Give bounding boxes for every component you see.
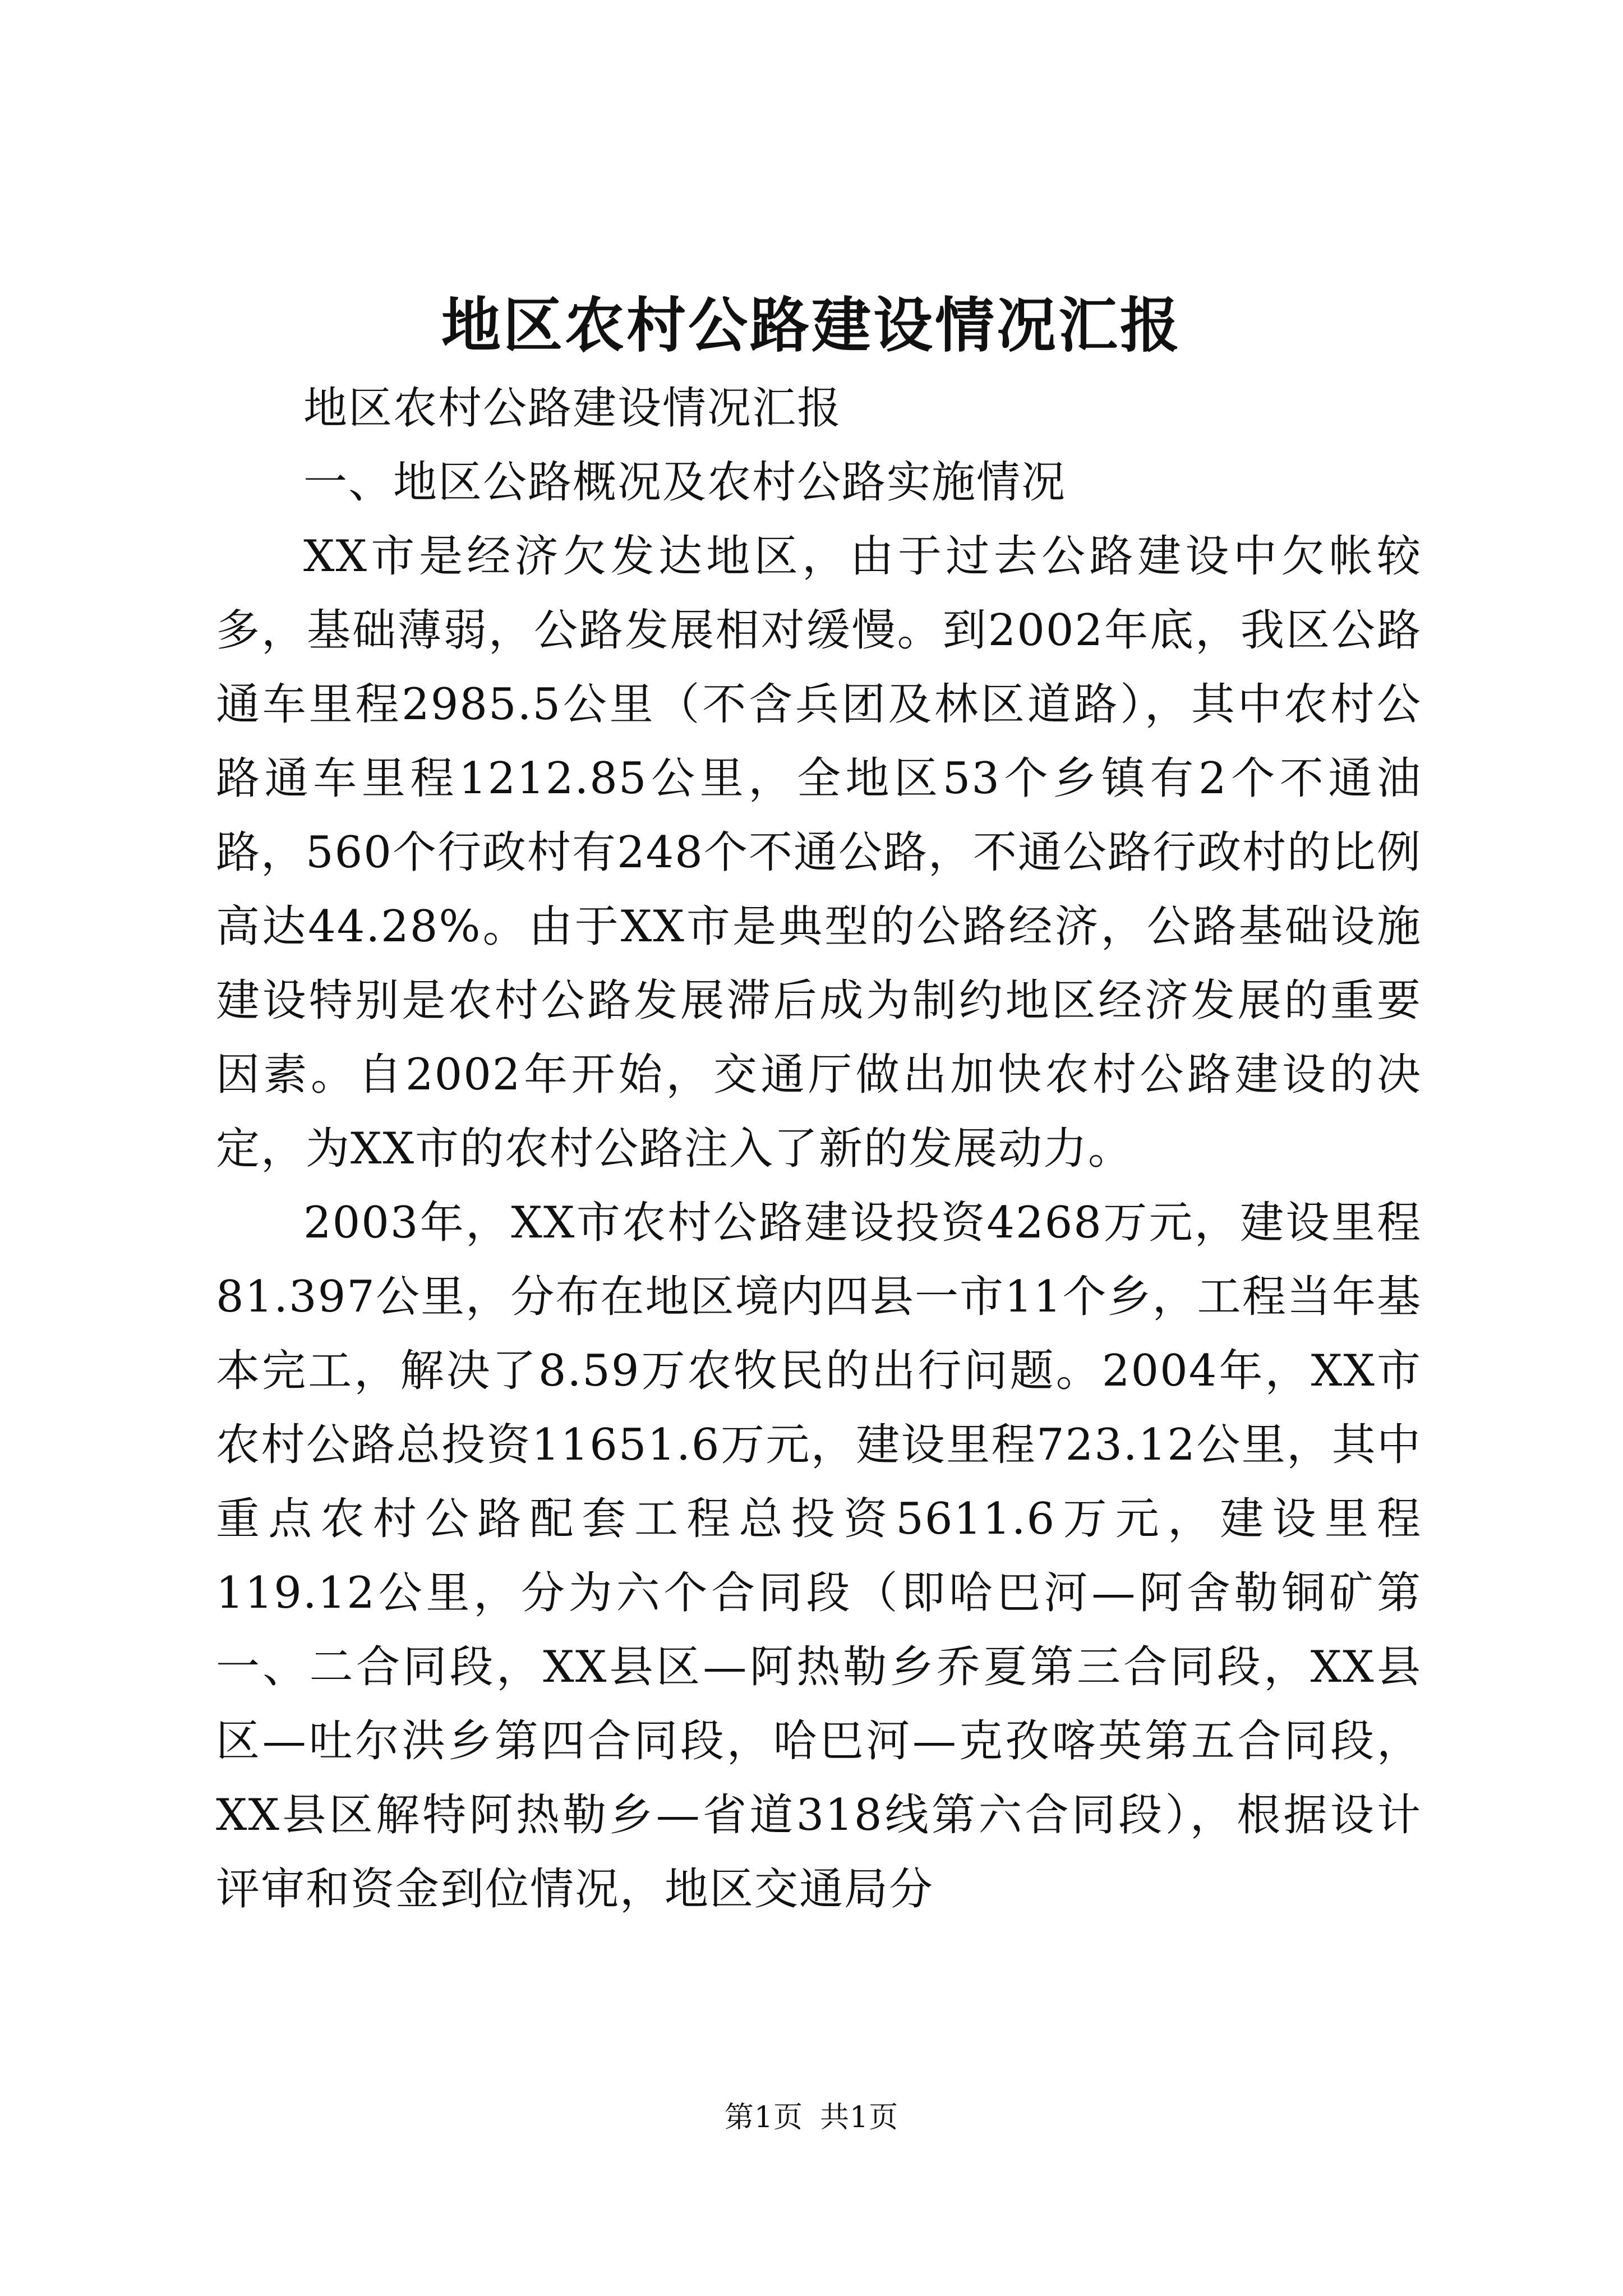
paragraph-overview: XX市是经济欠发达地区，由于过去公路建设中欠帐较多，基础薄弱，公路发展相对缓慢。到2002年底，我区公路通车里程2985.5公里（不含兵团及林区道路），其中农村公路通车里程1212.85公里，全地区53个乡镇有2个不通油路，560个行政村有248个不通公路，不通公路行政村的比例高达44.28%。由于XX市是典型的公路经济，公路基础设施建设特别是农村公路发展滞后成为制约地区经济发展的重要因素。自2002年开始，交通厅做出加快农村公路建设的决定，为XX市的农村公路注入了新的发展动力。 <box>216 531 1422 1174</box>
paragraph-section-heading: 一、地区公路概况及农村公路实施情况 <box>303 457 1067 508</box>
page-total: 共1页 <box>820 2101 899 2134</box>
document-body <box>216 371 1422 1926</box>
paragraph-subtitle: 地区农村公路建设情况汇报 <box>303 383 842 434</box>
document-title: 地区农村公路建设情况汇报 <box>441 290 1182 360</box>
page-footer <box>0 2095 1623 2140</box>
paragraph-progress: 2003年，XX市农村公路建设投资4268万元，建设里程81.397公里，分布在地区境内四县一市11个乡，工程当年基本完工，解决了8.59万农牧民的出行问题。2004年，XX市农村公路总投资11651.6万元，建设里程723.12公里，其中重点农村公路配套工程总投资5611.6万元，建设里程119.12公里，分为六个合同段（即哈巴河—阿舍勒铜矿第一、二合同段，XX县区—阿热勒乡乔夏第三合同段，XX县区—吐尔洪乡第四合同段，哈巴河—克孜喀英第五合同段，XX县区解特阿热勒乡—省道318线第六合同段），根据设计评审和资金到位情况，地区交通局分 <box>216 1198 1422 1915</box>
page-number: 第1页 <box>724 2101 803 2134</box>
